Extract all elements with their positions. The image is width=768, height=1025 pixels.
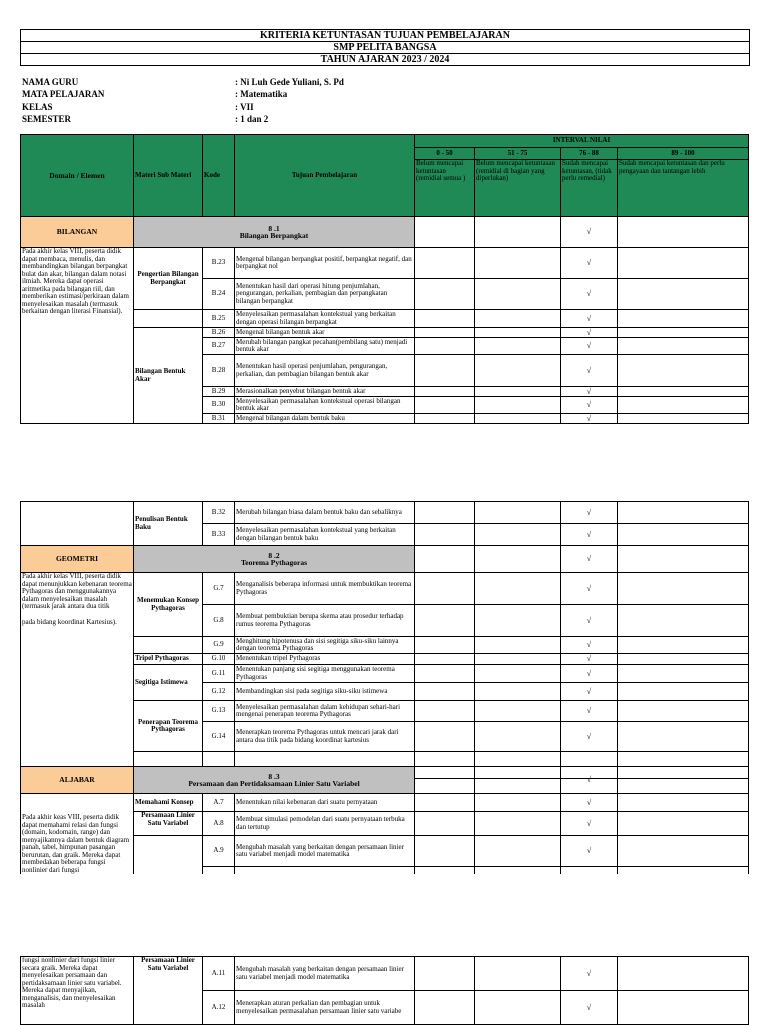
page-break (0, 444, 768, 501)
check-mark: √ (561, 957, 618, 991)
tp-text: Merasionalkan penyebut bilangan bentuk akar (235, 387, 415, 397)
check-mark: √ (561, 605, 618, 637)
tp-text: Membuat pembuktian berupa skema atau prosedur terhadap rumus teorema Pythagoras (235, 605, 415, 637)
criteria-table-part1 (20, 134, 749, 424)
tp-code: G.14 (203, 722, 235, 752)
tp-text: Menentukan nilai kebenaran dari suatu pernyataan (235, 794, 415, 812)
tp-text: Menyelesaikan permasalahan kontekstual operasi bilangan bentuk akar (235, 397, 415, 414)
tp-code: G.12 (203, 683, 235, 701)
materi-cell: Penerapan Teorema Pythagoras (134, 701, 203, 752)
info-value: : Ni Luh Gede Yuliani, S. Pd (235, 77, 344, 87)
tp-text: Menentukan hasil operasi penjumlahan, pengurangan, perkalian, dan pembagian bilangan bentuk akar (235, 355, 415, 387)
check-mark: √ (561, 397, 618, 414)
col-materi-header: Materi Sub Materi (134, 135, 203, 217)
tp-code: A.9 (203, 836, 235, 867)
range-header: 76 - 88 (561, 148, 618, 160)
tp-code: G.13 (203, 701, 235, 722)
tp-text: Mengenal bilangan bentuk akar (235, 328, 415, 338)
tp-text: Menerapkan teorema Pythagoras untuk mencari jarak dari antara dua titik pada bidang koordinat kartesius (235, 722, 415, 752)
range-desc: Sudah mencapai ketuntasan dan perlu pengayaan dan tantangan lebih (618, 160, 749, 217)
info-label: KELAS (22, 102, 53, 112)
tp-code: G.9 (203, 637, 235, 654)
check-mark: √ (561, 794, 618, 812)
check-mark: √ (561, 683, 618, 701)
tp-code: B.33 (203, 524, 235, 546)
tp-text: Menerapkan aturan perkalian dan pembagian untuk menyelesaikan permasalahan persamaan linier satu variabe (235, 991, 415, 1025)
range-header: 51 - 75 (475, 148, 561, 160)
tp-code: G.11 (203, 665, 235, 683)
range-header: 89 - 100 (618, 148, 749, 160)
tp-code: A.12 (203, 991, 235, 1025)
tp-text: Merubah bilangan pangkat pecahan(pembilang satu) menjadi bentuk akar (235, 338, 415, 355)
section-name: Bilangan Berpangkat (239, 231, 309, 240)
col-tujuan-header: Tujuan Pembelajaran (235, 135, 415, 217)
criteria-table-part2 (20, 501, 749, 779)
domain-description: Pada akhir kelas VIII, peserta didik dapat membaca, menulis, dan membandingkan bilangan berpangkat bulat dan akar, bilangan dalam notasi ilmiah. Mereka dapat operasi aritmetika pada bilangan riil, dan memberikan estimasi/perkiraan dalam menyelesaikan masalah (termasuk berkaitan dengan literasi Finansial). (21, 248, 134, 424)
tp-text: Menentukan hasil dari operasi hitung penjumlahan, pengurangan, perkalian, pembagian dan perpangkatan bilangan berpangkat (235, 279, 415, 310)
check-mark: √ (561, 414, 618, 424)
materi-cell: Memahami Konsep (134, 794, 203, 812)
range-header: 0 - 50 (415, 148, 475, 160)
tp-code: B.25 (203, 310, 235, 328)
tp-code: A.11 (203, 957, 235, 991)
check-mark: √ (561, 338, 618, 355)
check-mark: √ (561, 722, 618, 752)
range-desc: Sudah mencapai ketuntasan, (tidak perlu remedial) (561, 160, 618, 217)
materi-cell: Persamaan Linier Satu Variabel (134, 812, 203, 836)
tp-code: G.8 (203, 605, 235, 637)
tp-code: B.31 (203, 414, 235, 424)
section-title (134, 546, 415, 573)
check-mark: √ (561, 279, 618, 310)
tp-code: B.28 (203, 355, 235, 387)
materi-cell: Tripel Pythagoras (134, 654, 203, 665)
check-mark: √ (561, 701, 618, 722)
domain-description (21, 573, 134, 779)
check-mark: √ (561, 546, 618, 573)
domain-geometri: GEOMETRI (21, 546, 134, 573)
check-mark: √ (561, 502, 618, 524)
section-number: 8 .2 (268, 550, 280, 560)
tp-text: Membuat simulasi pemodelan dari suatu pernyataan terbuka dan tertutup (235, 812, 415, 836)
tp-code: G.10 (203, 654, 235, 665)
domain-description: Pada akhir keas VIII, peserta didik dapat memahami relasi dan fungsi (domain, kodomain, range) dan menyajikannya dalam bentuk diagram panah, tabel, himpunan pasangan berurutan, dan graik. Mereka dapat membedakan beberapa fungsi nonlinier dari fungsi (21, 794, 134, 899)
doc-title: KRITERIA KETUNTASAN TUJUAN PEMBELAJARAN (20, 29, 750, 41)
domain-description-cont: fungsi nonlinier dari fungsi linier secara graik. Mereka dapat menyelesaikan persamaan dan pertidaksamaan linier satu variabel. Mereka dapat menyajikan, menganalisis, dan menyelesaikan masalah (21, 957, 134, 1025)
check-mark: √ (561, 665, 618, 683)
range-desc: Belum mencapai ketuntasan (remidial semua ) (415, 160, 475, 217)
materi-cell: Menemukan Konsep Pythagoras (134, 573, 203, 637)
check-mark: √ (561, 355, 618, 387)
tp-code: A.8 (203, 812, 235, 836)
description-part: pada bidang koordinat Kartesius). (22, 617, 117, 626)
tp-text: Merubah bilangan biasa dalam bentuk baku dan sebaliknya (235, 502, 415, 524)
tp-code: B.26 (203, 328, 235, 338)
col-domain-header: Domain / Elemen (21, 135, 134, 217)
check-mark: √ (561, 812, 618, 836)
materi-cell: Penulisan Bentuk Baku (134, 502, 203, 546)
tp-code: B.24 (203, 279, 235, 310)
check-mark: √ (561, 573, 618, 605)
tp-code: B.23 (203, 248, 235, 279)
tp-text: Menyelesaikan permasalahan kontekstual yang berkaitan dengan bilangan bentuk baku (235, 524, 415, 546)
tp-code: B.29 (203, 387, 235, 397)
tp-text: Mengubah masalah yang berkaitan dengan persamaan linier satu variabel menjadi model matematika (235, 836, 415, 867)
tp-text: Menentukan tripel Pythagoras (235, 654, 415, 665)
domain-bilangan: BILANGAN (21, 217, 134, 248)
materi-cell: Bilangan Bentuk Akar (134, 328, 203, 424)
materi-cell: Segitiga Istimewa (134, 665, 203, 701)
tp-code: B.27 (203, 338, 235, 355)
tp-code: A.7 (203, 794, 235, 812)
check-mark: √ (561, 328, 618, 338)
tp-code: B.32 (203, 502, 235, 524)
check-mark: √ (561, 217, 618, 248)
section-number: 8 .3 (268, 771, 280, 781)
check-mark: √ (561, 524, 618, 546)
tp-text: Menentukan panjang sisi segitiga menggunakan teorema Pythagoras (235, 665, 415, 683)
check-mark: √ (561, 654, 618, 665)
tp-text: Menyelesaikan permasalahan kontekstual yang berkaitan dengan operasi bilangan berpangkat (235, 310, 415, 328)
school-name: SMP PELITA BANGSA (20, 41, 750, 53)
tp-code: B.30 (203, 397, 235, 414)
info-value: : 1 dan 2 (235, 114, 269, 124)
interval-header: INTERVAL NILAI (415, 135, 749, 148)
criteria-table-part3 (20, 956, 749, 1025)
domain-aljabar: ALJABAR (21, 767, 134, 794)
tp-text: Menghitung hipotenusa dan sisi segitiga siku-siku lainnya dengan teorema Pythagoras (235, 637, 415, 654)
col-kode-header: Kode (203, 135, 235, 217)
section-title (134, 217, 415, 248)
tp-code: G.7 (203, 573, 235, 605)
tp-text: Mengenal bilangan dalam bentuk baku (235, 414, 415, 424)
section-number: 8 .1 (268, 223, 280, 233)
info-label: NAMA GURU (22, 77, 79, 87)
tp-text: Menganalisis beberapa informasi untuk membuktikan teorema Pythagoras (235, 573, 415, 605)
check-mark: √ (561, 310, 618, 328)
info-label: SEMESTER (22, 114, 72, 124)
section-title (134, 767, 415, 794)
academic-year: TAHUN AJARAN 2023 / 2024 (20, 53, 750, 66)
description-part: Pada akhir kelas VIII, peserta didik dapat menunjukkan kebenaran teorema Pythagoras dan menggunakannya dalam menyelesaikan masalah (termasuk jarak antara dua titik (22, 572, 132, 610)
check-mark: √ (561, 991, 618, 1025)
tp-text: Membandingkan sisi pada segitiga siku-siku istimewa (235, 683, 415, 701)
info-label: MATA PELAJARAN (22, 89, 105, 99)
tp-text: Menyelesaikan permasalahan dalam kehidupan sehari-hari mengenai penerapan teorema Pythagoras (235, 701, 415, 722)
check-mark: √ (561, 387, 618, 397)
range-desc: Belum mencapai ketuntasan (remidial di bagian yang diperlukan) (475, 160, 561, 217)
page-break (0, 874, 768, 956)
tp-text: Mengenal bilangan berpangkat positif, berpangkat negatif, dan berpangkat nol (235, 248, 415, 279)
check-mark: √ (561, 767, 618, 794)
check-mark: √ (561, 836, 618, 867)
materi-cell: Persamaan Linier Satu Variabel (134, 957, 203, 1025)
section-name: Teorema Pythagoras (240, 558, 308, 567)
tp-text: Mengubah masalah yang berkaitan dengan persamaan linier satu variabel menjadi model matematika (235, 957, 415, 991)
check-mark: √ (561, 637, 618, 654)
section-name: Persamaan dan Pertidaksamaan Linier Satu Variabel (188, 779, 360, 788)
info-value: : VII (235, 102, 254, 112)
materi-cell: Pengertian Bilangan Berpangkat (134, 248, 203, 310)
info-value: : Matematika (235, 89, 288, 99)
check-mark: √ (561, 248, 618, 279)
